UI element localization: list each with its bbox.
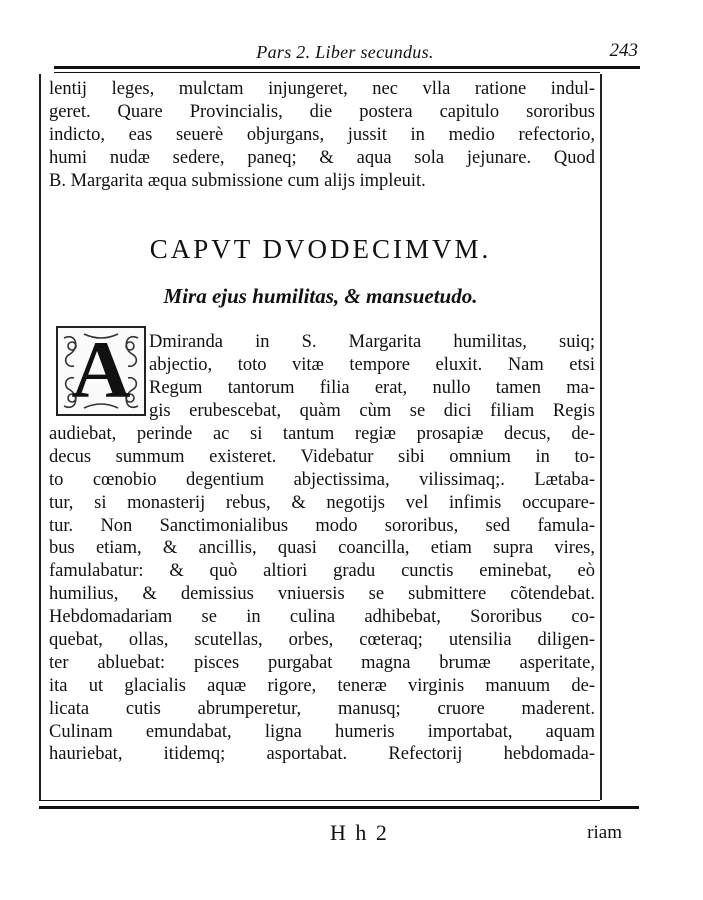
text-line: to cœnobio degentium abjectissima, vilissimaq;. Lætaba- <box>49 469 595 490</box>
text-line: Regum tantorum filia erat, nullo tamen ma- <box>149 377 595 398</box>
text-line: ita ut glacialis aquæ rigore, teneræ virginis manuum de- <box>49 675 595 696</box>
footer-rule <box>39 806 639 809</box>
running-head <box>60 40 638 62</box>
chapter-subtitle: Mira ejus humilitas, & mansuetudo. <box>163 284 478 308</box>
header-rule <box>54 66 640 69</box>
chapter-title: CAPVT DVODECIMVM. <box>149 234 492 264</box>
text-line: quebat, ollas, scutellas, orbes, cœteraq; utensilia diligen- <box>49 630 595 651</box>
text-line: bus etiam, & ancillis, quasi coancilla, etiam supra vires, <box>49 538 595 559</box>
footer-rule-thin <box>39 800 600 801</box>
text-line: abjectio, toto vitæ tempore eluxit. Nam etsi <box>149 354 595 375</box>
text-line: Culinam emundabat, ligna humeris importabat, aquam <box>49 721 595 742</box>
text-line: B. Margarita æqua submissione cum alijs impleuit. <box>49 170 426 191</box>
page-number: 243 <box>609 40 638 61</box>
text-line: indicto, eas seuerè objurgans, jussit in medio refectorio, <box>49 124 595 145</box>
running-title: Pars 2. Liber secundus. <box>256 42 434 62</box>
text-line: geret. Quare Provincialis, die postera capitulo sororibus <box>49 101 595 122</box>
initial-letter: A <box>71 324 131 415</box>
text-line: licata cutis abrumperetur, manusq; cruore maderent. <box>49 698 595 719</box>
text-line: famulabatur: & quò altiori gradu cunctis eminebat, eò <box>49 561 595 582</box>
body-paragraph <box>49 423 595 766</box>
text-line: Hebdomadariam se in culina adhibebat, Sororibus co- <box>49 607 595 628</box>
text-line: tur. Non Sanctimonialibus modo sororibus, sed famula- <box>49 515 595 536</box>
text-line: tur, si monasterij rebus, & negotijs vel infimis occupare- <box>49 492 595 513</box>
text-line: audiebat, perinde ac si tantum regiæ prosapiæ decus, de- <box>49 424 595 444</box>
text-line: lentij leges, mulctam injungeret, nec vlla ratione indul- <box>49 79 595 99</box>
text-line: ter abluebat: pisces purgabat magna brumæ asperitate, <box>49 652 595 673</box>
text-line: gis erubescebat, quàm cùm se dici filiam Regis <box>149 400 595 421</box>
initial-lines <box>149 331 595 423</box>
signature-mark: H h 2 <box>330 820 389 845</box>
text-line: Dmiranda in S. Margarita humilitas, suiq; <box>149 332 595 352</box>
header-rule-thin <box>54 72 600 73</box>
catchword: riam <box>587 822 622 843</box>
page-footer <box>40 812 620 852</box>
text-line: hauriebat, itidemq; asportabat. Refectorij hebdomada- <box>49 744 595 765</box>
intro-paragraph <box>49 78 595 192</box>
text-line: humi nudæ sedere, paneq; & aqua sola jejunare. Quod <box>49 147 595 168</box>
text-line: humilius, & demissius vniuersis se submittere cõtendebat. <box>49 584 595 605</box>
text-line: decus summum existeret. Videbatur sibi omnium in to- <box>49 446 595 467</box>
decorated-initial <box>56 326 146 416</box>
text-frame <box>39 74 602 800</box>
